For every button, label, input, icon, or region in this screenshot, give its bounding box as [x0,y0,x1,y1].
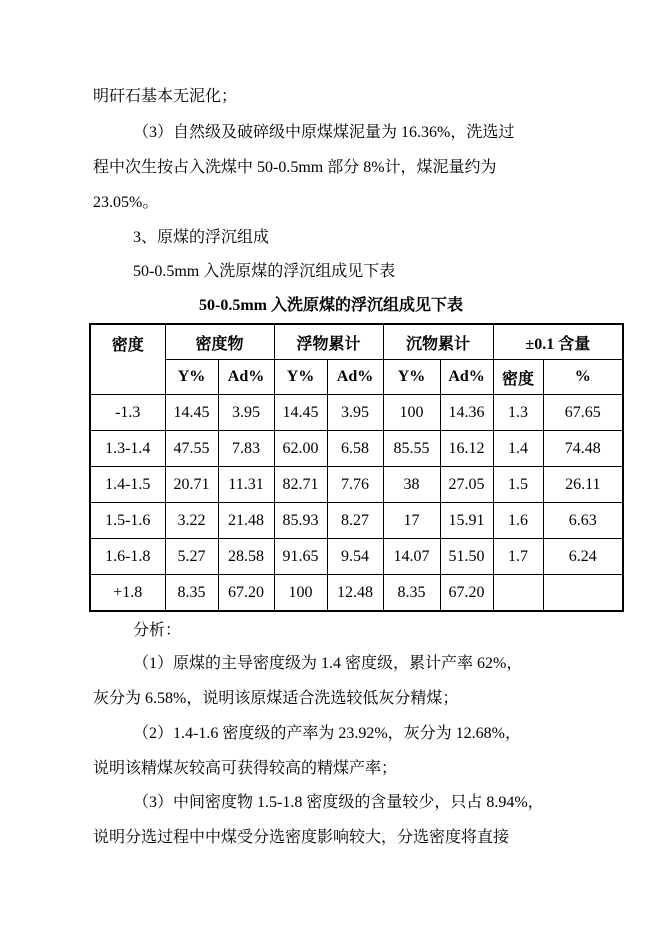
table-cell: 8.35 [383,575,440,612]
paragraph-line: 23.05%。 [93,194,159,211]
table-cell: 28.58 [218,539,274,575]
table-cell: +1.8 [90,575,165,612]
table-cell: 1.4-1.5 [90,467,165,503]
table-cell: 1.6-1.8 [90,539,165,575]
table-cell: 6.58 [327,431,383,467]
table-cell: 12.48 [327,575,383,612]
table-cell: 85.93 [274,503,327,539]
table-cell: 11.31 [218,467,274,503]
table-cell: 85.55 [383,431,440,467]
table-cell: 27.05 [440,467,493,503]
table-cell: 5.27 [165,539,218,575]
table-cell [543,575,623,612]
table-cell: 67.20 [440,575,493,612]
table-cell: 15.91 [440,503,493,539]
subheader-cell: Ad% [218,360,274,395]
table-cell: 1.7 [493,539,543,575]
subheader-cell: Y% [274,360,327,395]
header-floats-cumulative: 浮物累计 [274,324,383,360]
table-cell: 47.55 [165,431,218,467]
header-near-density: ±0.1 含量 [493,324,623,360]
table-cell: 91.65 [274,539,327,575]
table-cell: 1.4 [493,431,543,467]
table-row [90,395,623,431]
table-cell: 3.95 [218,395,274,431]
subheader-cell: % [543,360,623,395]
table-cell: 8.35 [165,575,218,612]
table-caption: 50-0.5mm 入洗原煤的浮沉组成见下表 [199,297,463,314]
table-cell: 26.11 [543,467,623,503]
table-cell: 1.6 [493,503,543,539]
table-cell: 14.36 [440,395,493,431]
table-cell: 7.83 [218,431,274,467]
table-subheader-row [90,360,623,395]
table-cell: 67.20 [218,575,274,612]
table-row [90,467,623,503]
table-cell: 14.45 [165,395,218,431]
paragraph-line: （1）原煤的主导密度级为 1.4 密度级，累计产率 62%， [133,655,523,672]
paragraph-line: （2）1.4-1.6 密度级的产率为 23.92%，灰分为 12.68%， [133,725,521,742]
paragraph-line: 程中次生按占入洗煤中 50-0.5mm 部分 8%计，煤泥量约为 [93,159,497,176]
table-row [90,431,623,467]
subheader-cell: Ad% [327,360,383,395]
subheader-cell: 密度 [493,360,543,395]
table-cell: 74.48 [543,431,623,467]
table-cell: 16.12 [440,431,493,467]
table-cell: 1.5-1.6 [90,503,165,539]
table-cell: 3.95 [327,395,383,431]
subheader-cell: Y% [383,360,440,395]
header-sinks-cumulative: 沉物累计 [383,324,493,360]
table-cell: 14.07 [383,539,440,575]
table-cell: 8.27 [327,503,383,539]
table-cell: 1.5 [493,467,543,503]
table-cell: 100 [383,395,440,431]
table-cell: 14.45 [274,395,327,431]
table-header-row [90,324,623,360]
header-density-fraction: 密度物 [165,324,274,360]
table-cell: 6.63 [543,503,623,539]
table-cell: 67.65 [543,395,623,431]
table-row [90,503,623,539]
section-heading: 3、原煤的浮沉组成 [133,229,270,246]
table-cell: 1.3 [493,395,543,431]
paragraph-line: 灰分为 6.58%，说明该原煤适合洗选较低灰分精煤； [93,690,459,707]
table-row [90,539,623,575]
header-density: 密度 [90,324,165,395]
paragraph-line: （3）中间密度物 1.5-1.8 密度级的含量较少，只占 8.94%， [133,794,544,811]
subheader-cell: Ad% [440,360,493,395]
float-sink-table [89,323,624,612]
paragraph-line: 说明分选过程中中煤受分选密度影响较大，分选密度将直接 [93,829,510,846]
paragraph-line: 明矸石基本无泥化； [93,88,238,105]
table-cell: 51.50 [440,539,493,575]
paragraph-line: 50-0.5mm 入洗原煤的浮沉组成见下表 [133,263,396,280]
paragraph-line: 说明该精煤灰较高可获得较高的精煤产率； [93,760,398,777]
table-cell: 82.71 [274,467,327,503]
paragraph-line: （3）自然级及破碎级中原煤煤泥量为 16.36%，洗选过 [133,124,515,141]
table-cell: 38 [383,467,440,503]
table-cell: 62.00 [274,431,327,467]
table-cell: 6.24 [543,539,623,575]
table-row [90,575,623,612]
table-cell: 3.22 [165,503,218,539]
table-cell: 1.3-1.4 [90,431,165,467]
table-cell: 21.48 [218,503,274,539]
table-cell: 9.54 [327,539,383,575]
table-cell: 7.76 [327,467,383,503]
table-cell: 17 [383,503,440,539]
table-cell [493,575,543,612]
analysis-heading: 分析： [133,622,182,639]
table-cell: 20.71 [165,467,218,503]
subheader-cell: Y% [165,360,218,395]
table-cell: 100 [274,575,327,612]
table-cell: -1.3 [90,395,165,431]
